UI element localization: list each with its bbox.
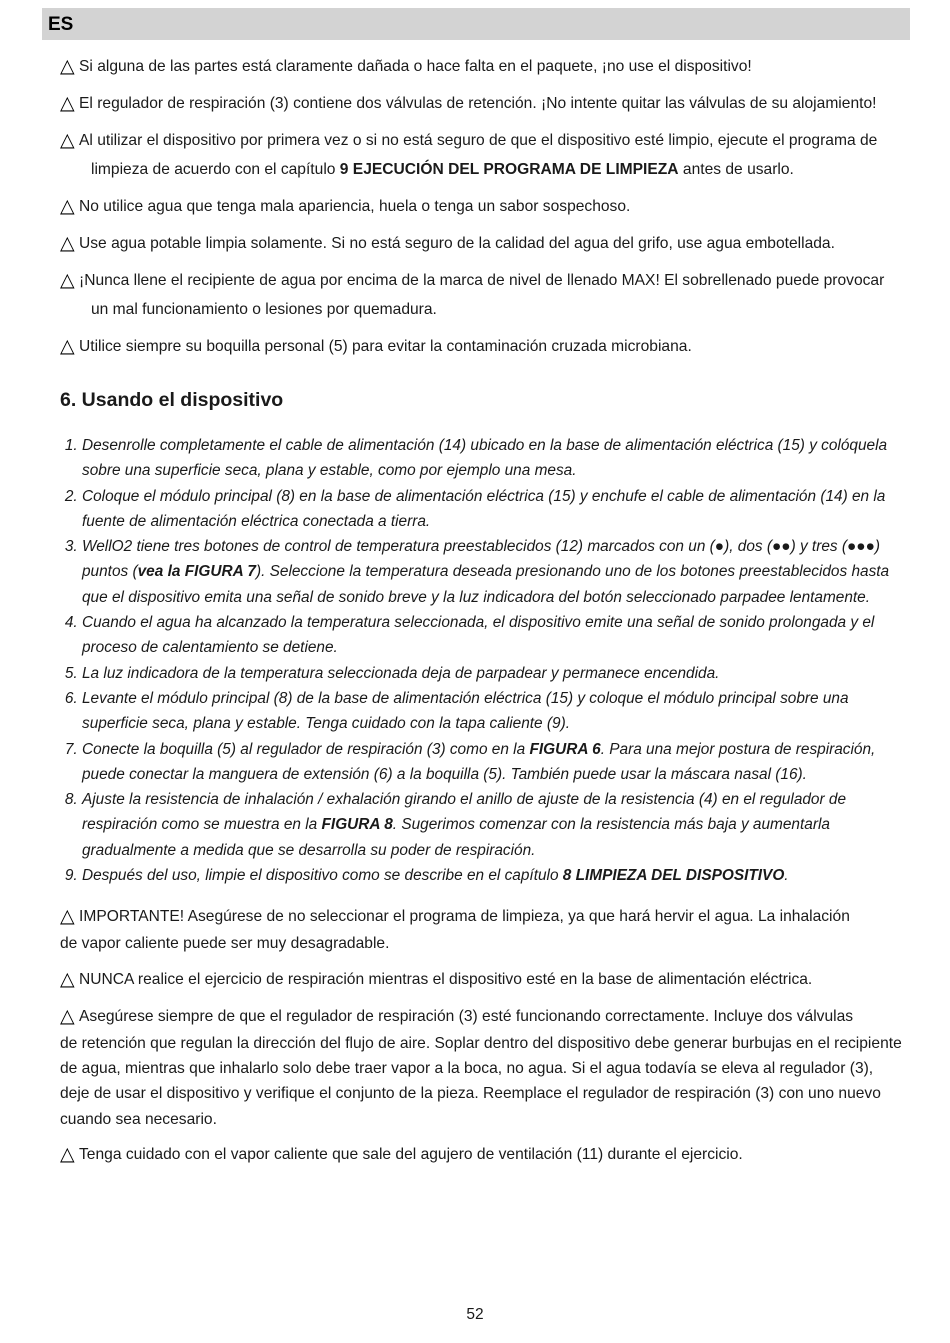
step-text: . [784,867,789,885]
language-header-bar [42,8,910,40]
warning-text: No utilice agua que tenga mala apariencia, huela o tenga un sabor sospechoso. [79,198,631,215]
step-text: Después del uso, limpie el dispositivo como se describe en el capítulo [82,867,563,885]
list-item [82,433,902,484]
list-item [82,661,902,686]
page-number: 52 [466,1306,484,1323]
warning-text: IMPORTANTE! Asegúrese de no seleccionar el programa de limpieza, ya que hará hervir el agua. La inhalación [79,908,850,926]
warning-triangle-icon: △ [60,968,75,990]
chapter-reference: 8 LIMPIEZA DEL DISPOSITIVO [562,867,785,885]
warning-text: Use agua potable limpia solamente. Si no está seguro de la calidad del agua del grifo, use agua embotellada. [79,235,835,252]
list-item [82,737,902,788]
figure-reference: FIGURA 6 [529,740,601,758]
warning-item [60,266,902,324]
warning-item [60,902,902,956]
warning-text: Asegúrese siempre de que el regulador de respiración (3) esté funcionando correctamente. Incluye dos válvulas [79,1007,854,1025]
warning-triangle-icon: △ [60,906,75,928]
warning-triangle-icon: △ [60,56,75,77]
warning-item [60,1140,902,1169]
warning-text: El regulador de respiración (3) contiene dos válvulas de retención. ¡No intente quitar las válvulas de su alojamiento! [79,95,877,112]
list-item [82,534,902,610]
warning-triangle-icon: △ [60,270,75,291]
list-item [82,484,902,535]
step-text: . Sugerimos comenzar con la resistencia más baja y aumentarla gradualmente a medida que se desarrolla su poder de respiración. [82,816,830,859]
step-text: La luz indicadora de la temperatura seleccionada deja de parpadear y permanece encendida. [82,664,720,682]
steps-list [60,433,902,888]
list-item [82,863,902,888]
warning-text: antes de usarlo. [678,161,794,178]
warning-text: Al utilizar el dispositivo por primera vez o si no está seguro de que el dispositivo esté limpio, ejecute el programa de limpieza de acuerdo con el capítulo [79,132,878,178]
warning-item [60,89,902,118]
step-text: Cuando el agua ha alcanzado la temperatura seleccionada, el dispositivo emite una señal de sonido prolongada y el proceso de calentamiento se detiene. [82,614,875,657]
step-text: Ajuste la resistencia de inhalación / exhalación girando el anillo de ajuste de la resistencia (4) en el regulador de respiración como se muestra en la [82,791,847,834]
step-text: Conecte la boquilla (5) al regulador de respiración (3) como en la [82,740,530,758]
warning-triangle-icon: △ [60,233,75,254]
warning-text: Si alguna de las partes está claramente dañada o hace falta en el paquete, ¡no use el dispositivo! [79,58,752,75]
warning-item [60,192,902,221]
chapter-reference: 9 EJECUCIÓN DEL PROGRAMA DE LIMPIEZA [339,161,679,178]
list-item [82,610,902,661]
step-text: WellO2 tiene tres botones de control de temperatura preestablecidos (12) marcados con un (●), dos (●●) y tres (●●●) puntos ( [82,538,881,581]
section-title: 6. Usando el dispositivo [60,389,284,411]
step-text: Levante el módulo principal (8) de la base de alimentación eléctrica (15) y coloque el módulo principal sobre una superficie seca, plana y estable. Tenga cuidado con la tapa caliente (9). [82,689,849,733]
warning-triangle-icon: △ [60,196,75,217]
warning-text: de retención que regulan la dirección del flujo de aire. Soplar dentro del dispositivo debe generar burbujas en el recipiente de agua, mientras que inhalarlo solo debe traer vapor a la boca, no agua. Si el agua todavía se eleva al regulador (3), deje de usar el dispositivo y verifique el conjunto de la pieza. Reemplace el regulador de respiración (3) con uno nuevo cuando sea necesario. [60,1034,902,1128]
warning-item [60,52,902,81]
warning-item [60,965,902,994]
warning-text: de vapor caliente puede ser muy desagradable. [60,935,390,953]
warning-item [60,126,902,184]
warning-text: ¡Nunca llene el recipiente de agua por encima de la marca de nivel de llenado MAX! El sobrellenado puede provocar un mal funcionamiento o lesiones por quemadura. [79,272,885,318]
warning-item [60,1002,902,1132]
warning-triangle-icon: △ [60,1005,75,1027]
warning-item [60,229,902,258]
warning-text: Tenga cuidado con el vapor caliente que sale del agujero de ventilación (11) durante el ejercicio. [79,1145,743,1163]
warning-triangle-icon: △ [60,1143,75,1165]
warning-triangle-icon: △ [60,93,75,114]
figure-reference: FIGURA 8 [321,816,393,834]
figure-reference: vea la FIGURA 7 [137,563,256,581]
warning-item [60,332,902,361]
page-content [60,52,902,1177]
list-item [82,686,902,737]
warning-text: NUNCA realice el ejercicio de respiración mientras el dispositivo esté en la base de alimentación eléctrica. [79,970,813,988]
warning-triangle-icon: △ [60,336,75,357]
step-text: Desenrolle completamente el cable de alimentación (14) ubicado en la base de alimentación eléctrica (15) y colóquela sobre una superficie seca, plana y estable, como por ejemplo una mesa. [82,437,888,480]
language-code: ES [48,14,74,35]
list-item [82,787,902,863]
step-text: ). Seleccione la temperatura deseada presionando uno de los botones preestablecidos hasta que el dispositivo emita una señal de sonido breve y la luz indicadora del botón seleccionado parpadee lentamente. [82,563,890,606]
step-text: . Para una mejor postura de respiración, puede conectar la manguera de extensión (6) a la boquilla (5). También puede usar la máscara nasal (16). [82,740,876,783]
warning-text: Utilice siempre su boquilla personal (5) para evitar la contaminación cruzada microbiana. [79,338,692,355]
step-text: Coloque el módulo principal (8) en la base de alimentación eléctrica (15) y enchufe el cable de alimentación (14) en la fuente de alimentación eléctrica conectada a tierra. [82,487,886,530]
warning-triangle-icon: △ [60,130,75,151]
